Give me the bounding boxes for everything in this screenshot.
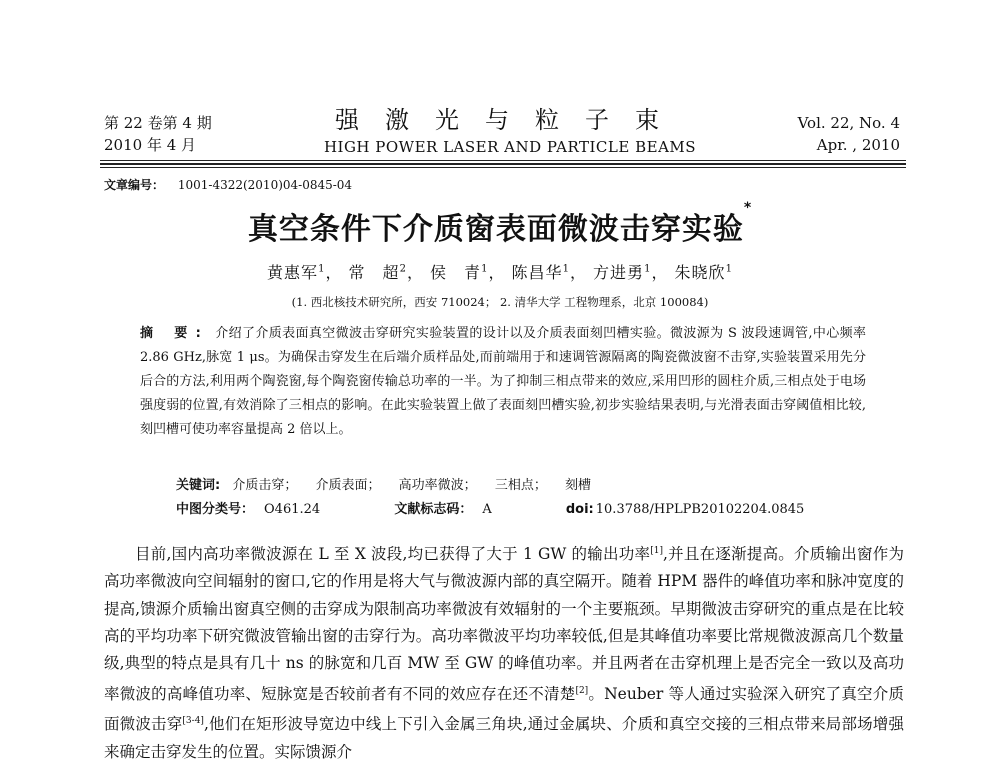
keywords-label: 关键词: <box>176 478 221 493</box>
author: 黄惠军$^1$ <box>267 263 326 282</box>
doc-code-label: 文献标志码： <box>394 502 473 517</box>
date-en: Apr. , 2010 <box>816 136 900 154</box>
issue-info <box>104 112 212 156</box>
volume-info <box>798 112 900 156</box>
issue-cn: 第 22 卷第 4 期 <box>104 114 212 132</box>
keyword: 三相点； <box>494 478 547 493</box>
citation[interactable]: [2] <box>575 685 589 696</box>
body-paragraph: 目前,国内高功率微波源在 L 至 X 波段,均已获得了大于 1 GW 的输出功率[1],并且在逐渐提高。介质输出窗作为高功率微波向空间辐射的窗口,它的作用是将大气与微波源内部的真空隔开。随着 HPM 器件的峰值功率和脉冲宽度的提高,馈源介质输出窗真空侧的击穿成为限制高功率微波有效辐射的一个主要瓶颈。早期微波击穿研究的重点是在比较高的平均功率下研究微波管输出窗的击穿行为。高功率微波平均功率较低,但是其峰值功率要比常规微波源高几个数量级,典型的特点是具有几十 ns 的脉宽和几百 MW 至 GW 的峰值功率。并且两者在击穿机理上是否完全一致以及高功率微波的高峰值功率、短脉宽是否较前者有不同的效应存在还不清楚[2]。Neuber 等人通过实验深入研究了真空介质面微波击穿[3-4],他们在矩形波导宽边中线上下引入金属三角块,通过金属块、介质和真空交接的三相点带来局部场增强来确定击穿发生的位置。实际馈源介 <box>104 545 904 761</box>
journal-name-en: HIGH POWER LASER AND PARTICLE BEAMS <box>323 138 697 156</box>
keyword: 介质表面； <box>315 478 381 493</box>
article-number-value: 1001-4322(2010)04-0845-04 <box>177 178 353 192</box>
article-number <box>104 176 352 193</box>
article-number-label: 文章编号： <box>104 178 165 192</box>
clc-label: 中图分类号： <box>176 502 255 517</box>
citation[interactable]: [3-4] <box>182 716 204 727</box>
header-rule-top <box>100 160 906 161</box>
author: 常 超$^2$ <box>348 263 407 282</box>
doi-value: 10.3788/HPLPB20102204.0845 <box>595 502 805 517</box>
citation[interactable]: [1] <box>650 546 663 556</box>
header-rule-middle <box>100 163 906 165</box>
doc-code-value: A <box>482 502 492 517</box>
journal-masthead <box>300 106 720 158</box>
author-list: 黄惠军$^1$， 常 超$^2$， 侯 青$^1$， 陈昌华$^1$， 方进勇$^1$， 朱晓欣$^1$ <box>267 263 733 282</box>
title-footnote-mark: * <box>743 200 753 216</box>
keyword: 高功率微波； <box>398 478 477 493</box>
author: 朱晓欣$^1$ <box>674 263 733 282</box>
keyword: 介质击穿； <box>232 478 298 493</box>
doi-label: doi: <box>565 502 594 517</box>
author: 方进勇$^1$ <box>593 263 652 282</box>
paper-title <box>150 200 850 248</box>
abstract-text: 介绍了介质表面真空微波击穿研究实验装置的设计以及介质表面刻凹槽实验。微波源为 S 波段速调管,中心频率 2.86 GHz,脉宽 1 μs。为确保击穿发生在后端介质样品处,而前端用于和速调管源隔离的陶瓷微波窗不击穿,实验装置采用先分后合的方法,利用两个陶瓷窗,每个陶瓷窗传输总功率的一半。为了抑制三相点带来的效应,采用凹形的圆柱介质,三相点处于电场强度弱的位置,有效消除了三相点的影响。在此实验装置上做了表面刻凹槽实验,初步实验结果表明,与光滑表面击穿阈值相比较,刻凹槽可使功率容量提高 2 倍以上。 <box>140 326 866 437</box>
keyword: 刻槽 <box>564 478 591 493</box>
header-rule-bottom <box>100 167 906 168</box>
abstract <box>140 322 866 442</box>
date-cn: 2010 年 4 月 <box>104 136 197 154</box>
keywords <box>176 474 605 493</box>
journal-name-cn: 强激光与粒子束 <box>335 106 685 134</box>
classification-line <box>176 498 804 517</box>
affiliations: (1. 西北核技术研究所，西安 710024； 2. 清华大学 工程物理系，北京 100084) <box>291 295 709 309</box>
paper-title-text: 真空条件下介质窗表面微波击穿实验 <box>247 212 744 247</box>
abstract-label: 摘 要: <box>140 326 209 341</box>
clc-value: O461.24 <box>264 502 321 517</box>
author: 侯 青$^1$ <box>430 263 489 282</box>
vol-en: Vol. 22, No. 4 <box>797 114 900 132</box>
author: 陈昌华$^1$ <box>511 263 570 282</box>
